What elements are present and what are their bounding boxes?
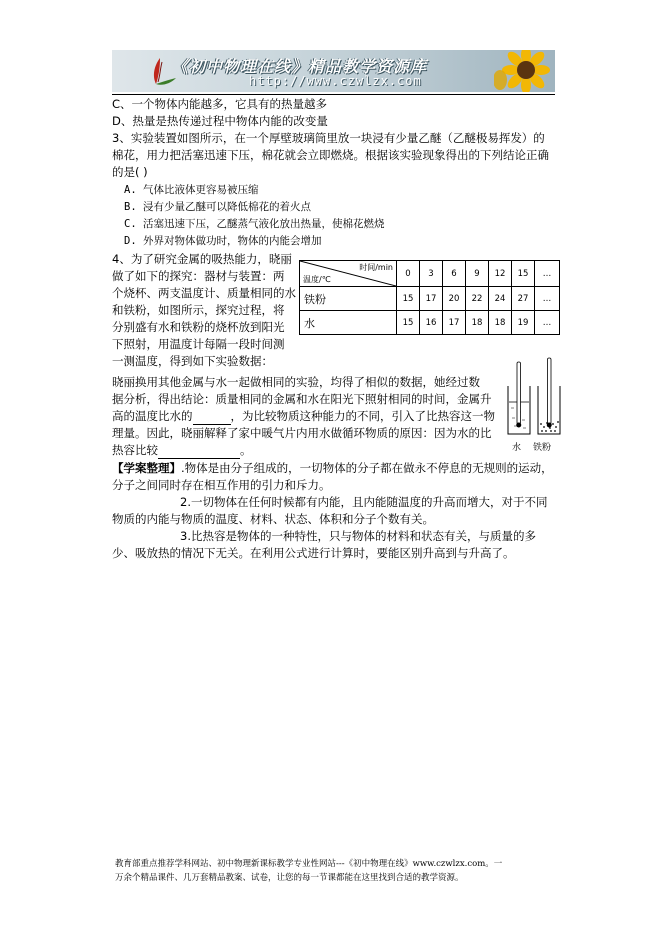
time-cell: 15 <box>512 261 535 287</box>
q3-option-a: A. 气体比液体更容易被压缩 <box>124 184 259 196</box>
time-cell: 3 <box>420 261 443 287</box>
blank-answer-1[interactable] <box>193 408 231 425</box>
q4-line-3: 个烧杯、两支温度计、质量相同的水 <box>112 286 296 300</box>
table-corner-cell <box>300 261 397 287</box>
value-cell: 19 <box>512 311 535 335</box>
footer-line-1: 教育部重点推荐学科网站、初中物理新课标教学专业性网站---《初中物理在线》www.czwlzx.com。一 <box>115 859 503 869</box>
q3-line-1: 3、实验装置如图所示，在一个厚壁玻璃筒里放一块浸有少量乙醚（乙醚极易挥发）的 <box>112 131 545 145</box>
value-cell: 15 <box>397 287 420 311</box>
q4-line-5: 分别盛有水和铁粉的烧杯放到阳光 <box>112 320 285 334</box>
q4-line-9: 据分析，得出结论：质量相同的金属和水在阳光下照射相同的时间，金属升 <box>112 392 492 406</box>
q4-line-12-end: 。 <box>240 443 252 457</box>
time-cell: 12 <box>489 261 512 287</box>
time-cell: 6 <box>443 261 466 287</box>
row-label-water: 水 <box>300 311 397 335</box>
q4-line-8: 晓丽换用其他金属与水一起做相同的实验，均得了相似的数据，她经过数 <box>112 375 480 389</box>
summary-line-6: 少、吸放热的情况下无关。在利用公式进行计算时，要能区别升高到与升高了。 <box>112 546 515 560</box>
header-temp-label: 温度/℃ <box>303 275 331 284</box>
figure-label-water: 水 <box>512 443 522 453</box>
summary-line-2: 分子之间同时存在相互作用的引力和斥力。 <box>112 478 331 492</box>
table-row <box>300 311 560 335</box>
value-cell: 20 <box>443 287 466 311</box>
value-cell: 22 <box>466 287 489 311</box>
summary-text-1: .物体是由分子组成的，一切物体的分子都在做永不停息的无规则的运动， <box>181 461 553 475</box>
sunflower-icon <box>494 50 554 92</box>
header-divider <box>112 94 555 95</box>
q4-line-10-end: ，为比较物质这种能力的不同，引入了比热容这一物 <box>230 409 495 423</box>
q4-line-12-start: 热容比较 <box>112 443 158 457</box>
summary-heading: 【学案整理】 <box>112 461 181 475</box>
header-time-label: 时间/min <box>359 263 393 272</box>
value-cell: 17 <box>420 287 443 311</box>
time-cell: 0 <box>397 261 420 287</box>
data-table <box>299 260 560 335</box>
q3-option-c: C. 活塞迅速下压，乙醚蒸气液化放出热量，使棉花燃烧 <box>124 218 385 230</box>
q4-line-10-start: 高的温度比水的 <box>112 409 193 423</box>
value-cell: 24 <box>489 287 512 311</box>
value-cell: … <box>535 311 560 335</box>
q3-line-3: 的是( ) <box>112 165 148 179</box>
row-label-iron: 铁粉 <box>300 287 397 311</box>
summary-line-5: 3.比热容是物体的一种特性，只与物体的材料和状态有关，与质量的多 <box>180 529 536 543</box>
q4-line-11: 理量。因此，晓丽解释了家中暖气片内用水做循环物质的原因：因为水的比 <box>112 426 492 440</box>
q4-line-6: 下照射，用温度计每隔一段时间测 <box>112 337 285 351</box>
option-c-line: C、一个物体内能越多，它具有的热量越多 <box>112 97 328 111</box>
summary-line-4: 物质的内能与物质的温度、材料、状态、体积和分子个数有关。 <box>112 512 434 526</box>
value-cell: 27 <box>512 287 535 311</box>
value-cell: 16 <box>420 311 443 335</box>
time-cell: 9 <box>466 261 489 287</box>
value-cell: 18 <box>466 311 489 335</box>
q4-line-2: 做了如下的探究：器材与装置：两 <box>112 269 285 283</box>
q4-line-7: 一测温度，得到如下实验数据： <box>112 354 273 368</box>
value-cell: … <box>535 287 560 311</box>
banner-title: 《初中物理在线》精品教学资源库 <box>172 57 428 76</box>
q4-line-1: 4、为了研究金属的吸热能力，晓丽 <box>112 252 292 266</box>
value-cell: 17 <box>443 311 466 335</box>
summary-line-3: 2.一切物体在任何时候都有内能，且内能随温度的升高而增大，对于不同 <box>180 495 548 509</box>
banner-url: http://www.czwlzx.com <box>249 74 422 88</box>
page-footer <box>115 857 555 885</box>
time-cell: … <box>535 261 560 287</box>
q3-option-d: D. 外界对物体做功时，物体的内能会增加 <box>124 235 322 247</box>
q4-line-4: 和铁粉，如图所示，探究过程，将 <box>112 303 285 317</box>
value-cell: 15 <box>397 311 420 335</box>
iron-beaker-icon <box>538 358 560 434</box>
header-banner <box>112 50 555 92</box>
water-beaker-icon <box>508 362 530 434</box>
table-row <box>300 287 560 311</box>
q3-line-2: 棉花，用力把活塞迅速下压，棉花就会立即燃烧。根据该实验现象得出的下列结论正确 <box>112 148 549 162</box>
q3-option-b: B. 浸有少量乙醚可以降低棉花的着火点 <box>124 201 311 213</box>
summary-line-1 <box>112 460 553 476</box>
figure-label-iron: 铁粉 <box>533 443 552 453</box>
blank-answer-2[interactable] <box>158 442 240 459</box>
q4-line-12 <box>112 442 252 459</box>
footer-line-2: 万余个精品课件、几万套精品教案、试卷，让您的每一节课都能在这里找到合适的教学资源。 <box>115 873 464 883</box>
option-d-line: D、热量是热传递过程中物体内能的改变量 <box>112 114 328 128</box>
table-header-row <box>300 261 560 287</box>
q4-line-10 <box>112 408 495 425</box>
value-cell: 18 <box>489 311 512 335</box>
